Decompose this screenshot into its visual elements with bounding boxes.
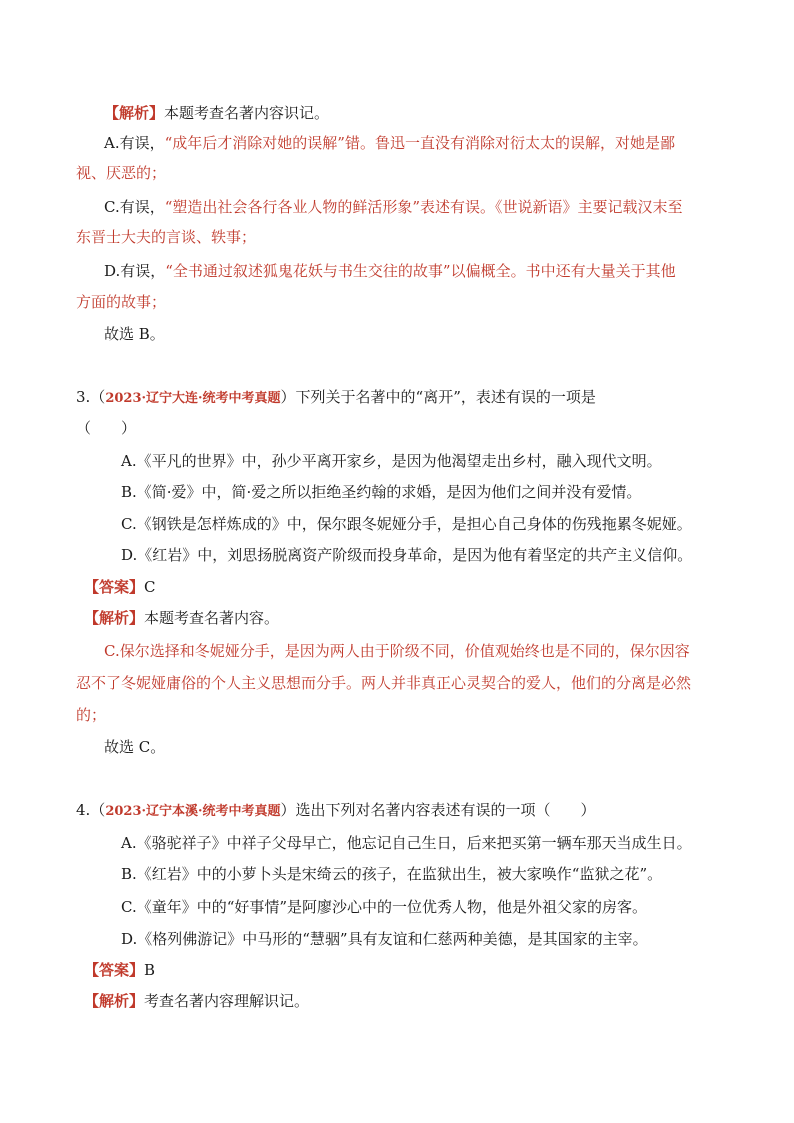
option-a-explanation: “成年后才消除对她的误解”错。鲁迅一直没有消除对衍太太的误解，对她是鄙 — [164, 134, 675, 152]
question-number: 4.（ — [76, 801, 106, 819]
q3-option-c: C.《钢铁是怎样炼成的》中，保尔跟冬妮娅分手，是担心自己身体的伤残拖累冬妮娅。 — [121, 515, 692, 533]
q3-stem-line1 — [76, 386, 596, 410]
analysis-text: 本题考查名著内容识记。 — [164, 104, 330, 122]
option-c-explanation: “塑造出社会各行各业人物的鲜活形象”表述有误。《世说新语》主要记载汉末至 — [164, 198, 683, 216]
q2-option-d-line1 — [104, 260, 676, 282]
option-a-prefix: A.有误， — [104, 134, 165, 152]
analysis-text: 考查名著内容理解识记。 — [144, 992, 310, 1010]
q3-answer-line: 【答案】C — [84, 578, 156, 596]
q3-conclusion: 故选 C。 — [104, 738, 166, 756]
q4-stem-line — [76, 799, 596, 823]
question-number: 3.（ — [76, 388, 106, 406]
q2-option-c-line2: 东晋士大夫的言谈、轶事； — [76, 228, 257, 246]
answer-tag: 答案 — [99, 961, 130, 979]
analysis-tag: 解析 — [119, 104, 150, 122]
q3-option-b: B.《简·爱》中，简·爱之所以拒绝圣约翰的求婚，是因为他们之间并没有爱情。 — [121, 483, 642, 501]
q3-stem-line2: （ ） — [76, 419, 137, 437]
q2-option-d-line2: 方面的故事； — [76, 293, 167, 311]
answer-value: C — [144, 578, 156, 596]
q2-option-a-line1 — [104, 132, 675, 154]
q3-explanation-line1: C.保尔选择和冬妮娅分手，是因为两人由于阶级不同，价值观始终也是不同的，保尔因容 — [104, 642, 690, 660]
option-c-prefix: C.有误， — [104, 198, 165, 216]
answer-value: B — [144, 961, 156, 979]
q2-option-c-line1 — [104, 196, 683, 218]
analysis-tag: 解析 — [99, 609, 130, 627]
q2-analysis-line: 【解析】本题考查名著内容识记。 — [104, 104, 330, 122]
q3-explanation-line2: 忍不了冬妮娅庸俗的个人主义思想而分手。两人并非真正心灵契合的爱人，他们的分离是必然 — [76, 674, 692, 692]
q3-option-a: A.《平凡的世界》中，孙少平离开家乡，是因为他渴望走出乡村，融入现代文明。 — [121, 452, 662, 470]
analysis-text: 本题考查名著内容。 — [144, 609, 280, 627]
q4-option-d: D.《格列佛游记》中马形的“慧骃”具有友谊和仁慈两种美德，是其国家的主宰。 — [121, 930, 648, 948]
question-stem: ）选出下列对名著内容表述有误的一项（ ） — [280, 801, 596, 819]
question-source: 2023·辽宁大连·统考中考真题 — [105, 391, 281, 406]
option-d-explanation: “全书通过叙述狐鬼花妖与书生交往的故事”以偏概全。书中还有大量关于其他 — [165, 262, 676, 280]
option-d-prefix: D.有误， — [104, 262, 166, 280]
q3-explanation-line3: 的； — [76, 706, 107, 724]
q4-option-b: B.《红岩》中的小萝卜头是宋绮云的孩子，在监狱出生，被大家唤作“监狱之花”。 — [121, 865, 663, 883]
q3-analysis-line: 【解析】本题考查名著内容。 — [84, 609, 280, 627]
question-stem: ）下列关于名著中的“离开”，表述有误的一项是 — [280, 388, 596, 406]
q4-option-c: C.《童年》中的“好事情”是阿廖沙心中的一位优秀人物，他是外祖父家的房客。 — [121, 898, 648, 916]
q2-conclusion: 故选 B。 — [104, 325, 165, 343]
q2-option-a-line2: 视、厌恶的； — [76, 164, 167, 182]
q3-option-d: D.《红岩》中，刘思扬脱离资产阶级而投身革命，是因为他有着坚定的共产主义信仰。 — [121, 546, 693, 564]
question-source: 2023·辽宁本溪·统考中考真题 — [105, 804, 281, 819]
answer-tag: 答案 — [99, 578, 130, 596]
analysis-tag: 解析 — [99, 992, 130, 1010]
q4-analysis-line: 【解析】考查名著内容理解识记。 — [84, 992, 310, 1010]
q4-option-a: A.《骆驼祥子》中祥子父母早亡，他忘记自己生日，后来把买第一辆车那天当成生日。 — [121, 834, 692, 852]
q4-answer-line: 【答案】B — [84, 961, 156, 979]
